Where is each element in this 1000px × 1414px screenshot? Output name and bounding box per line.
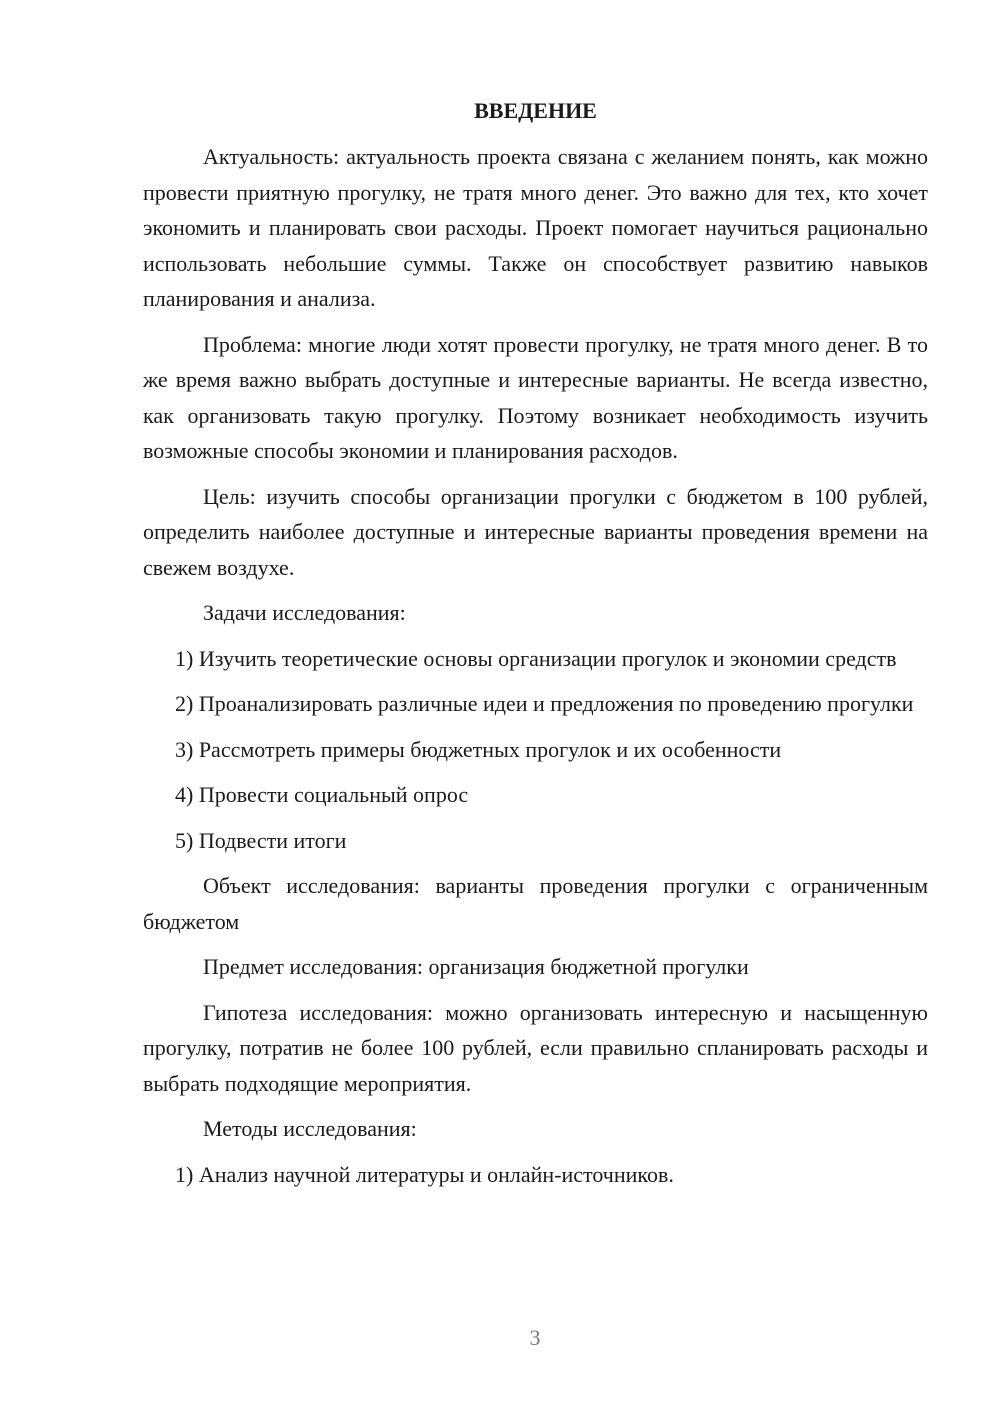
document-page xyxy=(143,95,928,1202)
task-item-5: 5) Подвести итоги xyxy=(175,827,347,853)
page-number: 3 xyxy=(529,1325,541,1350)
task-item-3: 3) Рассмотреть примеры бюджетных прогулок и их особенности xyxy=(175,736,782,762)
goal-paragraph: Цель: изучить способы организации прогулки с бюджетом в 100 рублей, определить наиболее доступные и интересные варианты проведения времени на свежем воздухе. xyxy=(143,483,928,580)
relevance-paragraph: Актуальность: актуальность проекта связана с желанием понять, как можно провести приятную прогулку, не тратя много денег. Это важно для тех, кто хочет экономить и планировать свои расходы. Проект помогает научиться рационально использовать небольшие суммы. Также он способствует развитию навыков планирования и анализа. xyxy=(143,144,928,311)
subject-paragraph: Предмет исследования: организация бюджетной прогулки xyxy=(203,954,749,979)
tasks-heading: Задачи исследования: xyxy=(203,600,406,625)
method-item-1: 1) Анализ научной литературы и онлайн-источников. xyxy=(175,1161,674,1187)
hypothesis-paragraph: Гипотеза исследования: можно организовать интересную и насыщенную прогулку, потратив не более 100 рублей, если правильно спланировать расходы и выбрать подходящие мероприятия. xyxy=(143,999,928,1096)
task-item-2: 2) Проанализировать различные идеи и предложения по проведению прогулки xyxy=(175,691,914,716)
section-title: ВВЕДЕНИЕ xyxy=(474,98,597,123)
problem-paragraph: Проблема: многие люди хотят провести прогулку, не тратя много денег. В то же время важно выбрать доступные и интересные варианты. Не всегда известно, как организовать такую прогулку. Поэтому возникает необходимость изучить возможные способы экономии и планирования расходов. xyxy=(143,331,928,463)
task-item-4: 4) Провести социальный опрос xyxy=(175,782,469,807)
methods-heading: Методы исследования: xyxy=(203,1116,417,1141)
task-item-1: 1) Изучить теоретические основы организации прогулок и экономии средств xyxy=(175,645,897,671)
object-paragraph: Объект исследования: варианты проведения прогулки с ограниченным бюджетом xyxy=(143,873,928,934)
